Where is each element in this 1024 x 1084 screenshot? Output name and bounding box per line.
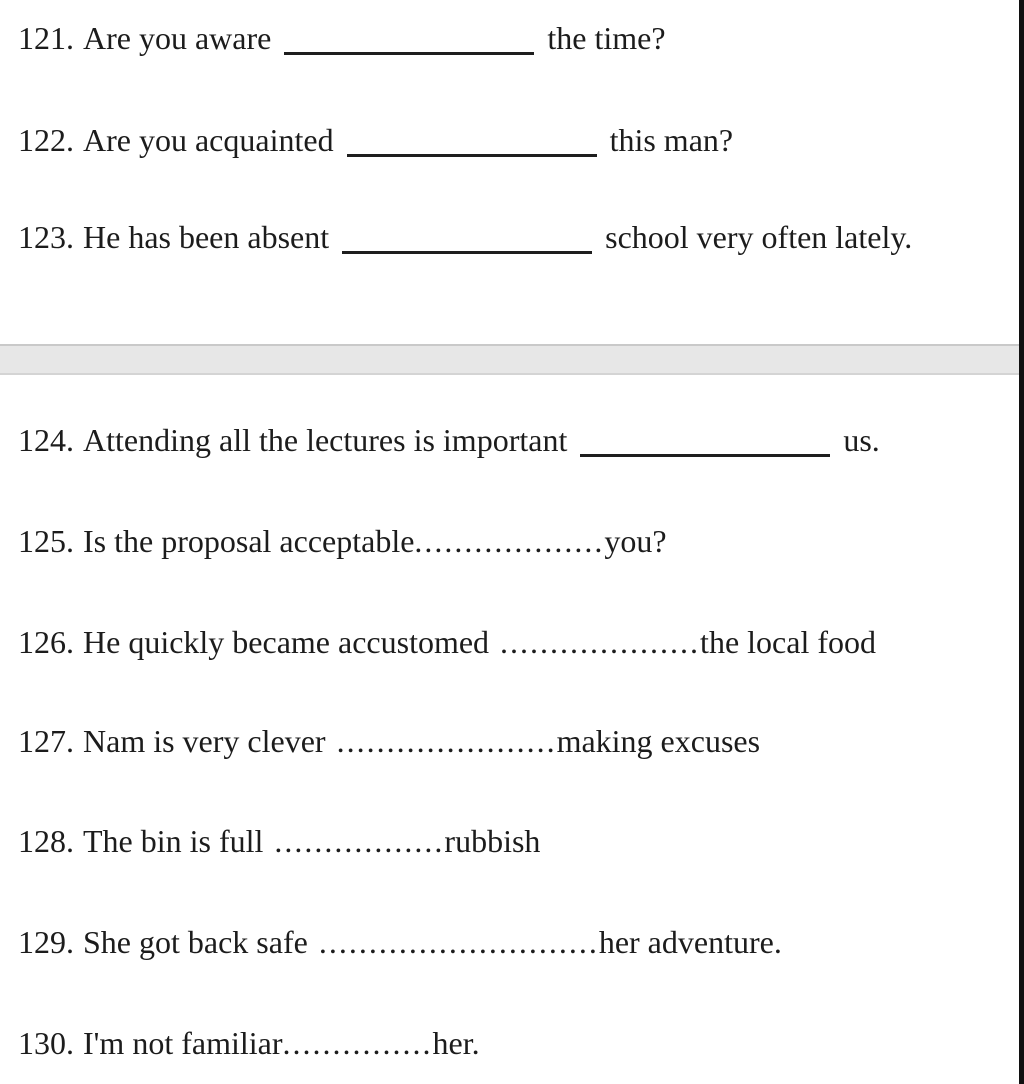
question-text-before-blank: He quickly became accustomed <box>83 624 490 660</box>
question-text-after-blank: you? <box>604 523 667 559</box>
question-number: 121. <box>18 20 74 56</box>
answer-blank-line <box>347 154 597 157</box>
question-text-before-blank: Attending all the lectures is important <box>83 422 568 458</box>
question-text-before-blank: Are you acquainted <box>83 122 334 158</box>
question-text-before-blank: Are you aware <box>83 20 272 56</box>
question-row-130 <box>18 1022 1000 1064</box>
question-text-after-blank: her. <box>432 1025 480 1061</box>
question-text-after-blank: the time? <box>547 20 666 56</box>
question-row-128 <box>18 820 1000 862</box>
answer-blank-dots: ...................... <box>336 723 557 759</box>
question-number: 130. <box>18 1025 74 1061</box>
question-text-after-blank: rubbish <box>444 823 541 859</box>
question-text-after-blank: school very often lately. <box>605 219 913 255</box>
answer-blank-dots: ................... <box>414 523 605 559</box>
question-text-before-blank: The bin is full <box>83 823 264 859</box>
question-number: 127. <box>18 723 74 759</box>
question-text-before-blank: He has been absent <box>83 219 330 255</box>
question-row-127 <box>18 720 1000 762</box>
answer-blank-dots: ................. <box>274 823 445 859</box>
question-row-124 <box>18 419 1000 461</box>
question-number: 124. <box>18 422 74 458</box>
answer-blank-line <box>580 454 830 457</box>
question-text-after-blank: the local food <box>700 624 876 660</box>
question-text-before-blank: I'm not familiar <box>83 1025 283 1061</box>
question-text-after-blank: making excuses <box>556 723 761 759</box>
question-text-after-blank: us. <box>843 422 880 458</box>
answer-blank-dots: ............... <box>282 1025 433 1061</box>
question-row-122 <box>18 119 1000 161</box>
answer-blank-dots: .................... <box>500 624 701 660</box>
question-row-125 <box>18 520 1000 562</box>
question-number: 129. <box>18 924 74 960</box>
answer-blank-dots: ............................ <box>318 924 599 960</box>
question-number: 122. <box>18 122 74 158</box>
question-number: 125. <box>18 523 74 559</box>
answer-blank-line <box>284 52 534 55</box>
question-row-129 <box>18 921 1000 963</box>
screenshot-right-edge-strip <box>1019 0 1024 1084</box>
question-text-before-blank: She got back safe <box>83 924 308 960</box>
question-text-after-blank: this man? <box>609 122 734 158</box>
question-number: 123. <box>18 219 74 255</box>
question-text-after-blank: her adventure. <box>598 924 782 960</box>
question-row-121 <box>18 17 1000 59</box>
question-row-126 <box>18 621 1000 663</box>
question-text-before-blank: Nam is very clever <box>83 723 326 759</box>
section-divider-band <box>0 344 1024 375</box>
question-text-before-blank: Is the proposal acceptable <box>83 523 415 559</box>
question-row-123 <box>18 216 1000 258</box>
question-number: 126. <box>18 624 74 660</box>
question-number: 128. <box>18 823 74 859</box>
answer-blank-line <box>342 251 592 254</box>
